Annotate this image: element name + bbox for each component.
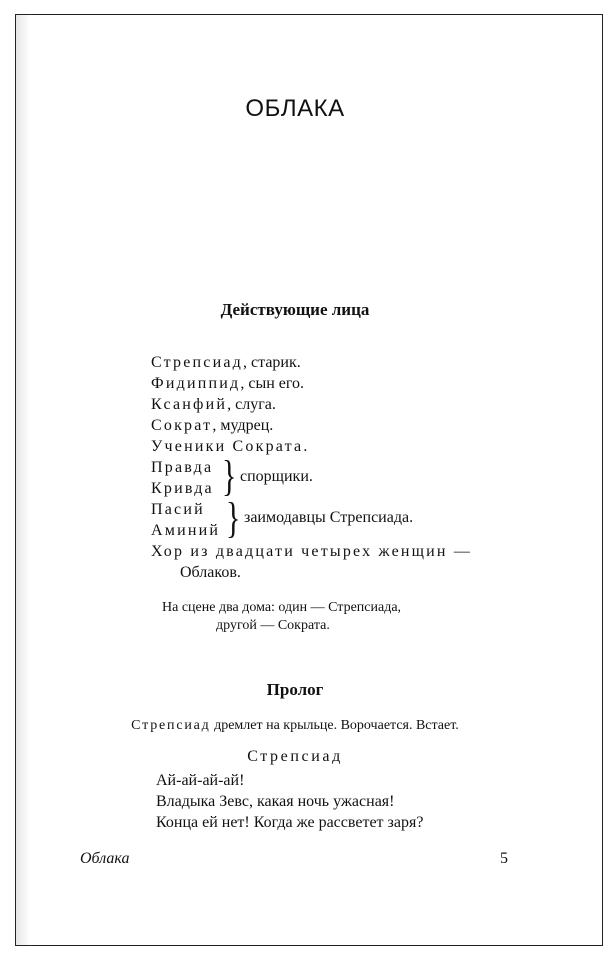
cast-name: Ксанфий	[151, 396, 228, 413]
page-number: 5	[500, 850, 508, 867]
chorus-continuation: Облаков.	[180, 564, 241, 581]
cast-name: Ученики Сократа	[151, 438, 304, 455]
stage-direction	[0, 718, 590, 734]
cast-name: Аминий	[151, 522, 221, 539]
cast-desc: , мудрец.	[212, 417, 274, 434]
setting-line: На сцене два дома: один — Стрепсиада,	[162, 600, 402, 615]
chorus-line: Хор из двадцати четырех женщин —	[151, 543, 473, 560]
speaker-name: Стрепсиад	[247, 748, 343, 765]
verse-line: Ай-ай-ай-ай!	[156, 772, 245, 789]
cast-group-desc: спорщики.	[240, 468, 313, 485]
stage-direction-text: дремлет на крыльце. Ворочается. Встает.	[210, 718, 459, 733]
setting-line: другой — Сократа.	[216, 618, 330, 633]
brace-symbol: }	[226, 494, 241, 542]
cast-name: Фидиппид	[151, 375, 241, 392]
cast-desc: .	[303, 438, 308, 455]
cast-desc: , старик.	[243, 354, 301, 371]
cast-item	[151, 352, 301, 373]
cast-item	[151, 373, 304, 394]
cast-name: Стрепсиад	[151, 354, 244, 371]
cast-name: Кривда	[151, 480, 214, 497]
page-edge-shadow	[16, 15, 30, 945]
cast-name: Правда	[151, 459, 214, 476]
cast-desc: , слуга.	[227, 396, 276, 413]
cast-name: Сократ	[151, 417, 213, 434]
cast-group-desc: заимодавцы Стрепсиада.	[244, 509, 414, 526]
running-footer-title: Облака	[80, 850, 130, 867]
cast-item	[151, 415, 273, 436]
stage-direction-name: Стрепсиад	[131, 718, 211, 733]
verse-line: Владыка Зевс, какая ночь ужасная!	[156, 793, 395, 810]
prolog-heading: Пролог	[266, 680, 324, 699]
brace-symbol: }	[222, 452, 237, 500]
verse-line: Конца ей нет! Когда же рассветет заря?	[156, 814, 424, 831]
cast-name: Пасий	[151, 501, 205, 518]
cast-desc: , сын его.	[240, 375, 305, 392]
dramatis-personae-heading: Действующие лица	[220, 300, 370, 319]
cast-item	[151, 394, 276, 415]
page-title: ОБЛАКА	[245, 95, 345, 122]
